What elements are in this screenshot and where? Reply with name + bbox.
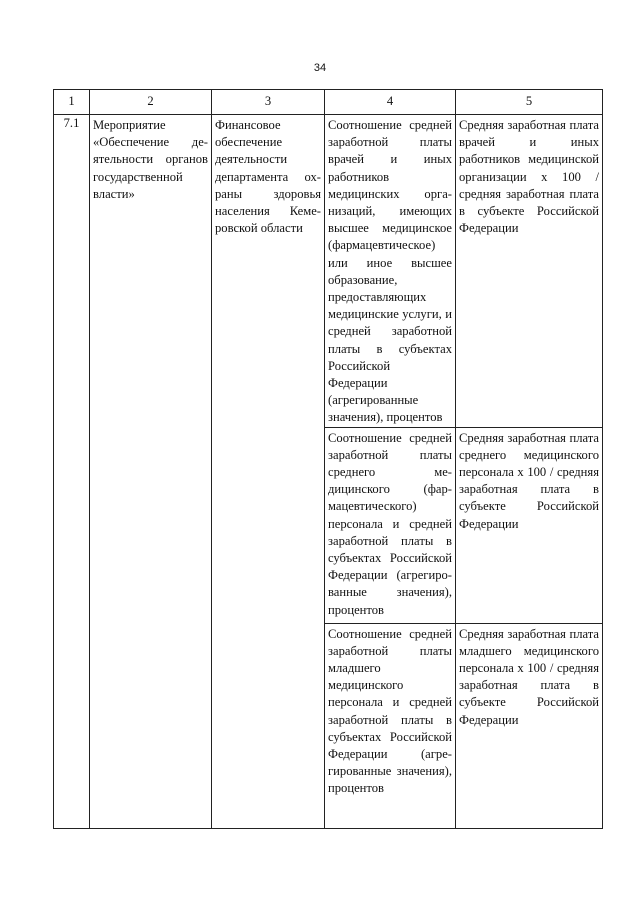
indicator-formula: Средняя заработная плата врачей и иных работников медицинской организации х 100 / средняя заработная плата в субъекте Российской Федерации [459, 118, 599, 236]
indicator-cell [325, 427, 456, 623]
formula-cell [456, 623, 603, 828]
formula-cell [456, 427, 603, 623]
indicator-formula: Средняя заработная плата младшего медицинского персонала х 100 / средняя заработная плата в субъекте Российской Федерации [459, 626, 599, 727]
indicator-cell [325, 115, 456, 428]
column-header-5: 5 [456, 90, 603, 115]
indicator-name: Соотношение средней заработной платы среднего медицинского (фармацевтического) персонала и средней заработной платы в субъектах Российской Федерации (агрегированные значения), процентов [328, 430, 452, 617]
column-header-2: 2 [90, 90, 212, 115]
row-number: 7.1 [54, 115, 90, 829]
header-row [54, 90, 603, 115]
formula-cell [456, 115, 603, 428]
indicator-formula: Средняя заработная плата среднего медицинского персонала х 100 / средняя заработная плата в субъекте Российской Федерации [459, 430, 599, 531]
indicator-name: Соотношение средней заработной платы младшего медицинского персонала и средней заработной платы в субъектах Российской Федерации (агрегированные значения), процентов [328, 626, 452, 796]
funding-cell [212, 115, 325, 829]
indicator-name: Соотношение средней заработной платы врачей и иных работников медицинских организаций, имеющих высшее медицинское (фармацевтическое) или иное высшее образование, предоставляющих медицинские услуги, и средней заработной платы в субъектах Российской Федерации (агрегированные значения), процентов [328, 118, 452, 425]
event-cell [90, 115, 212, 829]
measures-table [53, 89, 603, 829]
indicator-cell [325, 623, 456, 828]
page-number: 34 [313, 62, 327, 74]
column-header-1: 1 [54, 90, 90, 115]
column-header-3: 3 [212, 90, 325, 115]
table-row [54, 115, 603, 428]
column-header-4: 4 [325, 90, 456, 115]
event-text: Мероприятие «Обеспечение деятельности органов государственной власти» [93, 118, 208, 201]
funding-text: Финансовое обеспечение деятельности департамента охраны здоровья населения Кемеровской области [215, 118, 321, 236]
